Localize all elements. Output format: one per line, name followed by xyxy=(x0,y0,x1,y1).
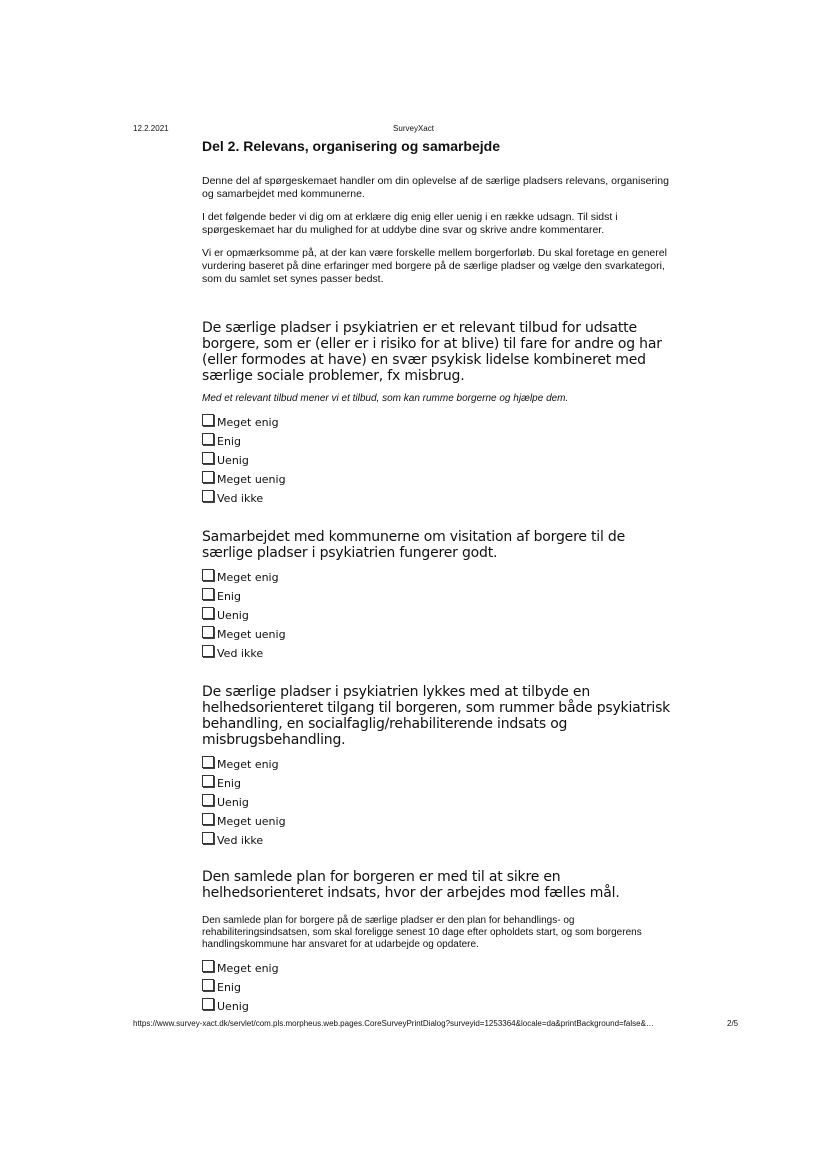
checkbox[interactable] xyxy=(202,998,214,1010)
question-text: De særlige pladser i psykiatrien lykkes med at tilbyde en helhedsorienteret tilgang til borgeren, som rummer både psykiatrisk behandling, en socialfaglig/rehabiliterende indsats og misbrugsbehandling. xyxy=(202,684,671,748)
checkbox[interactable] xyxy=(202,452,214,464)
option-label: Uenig xyxy=(217,454,249,467)
option-ved-ikke[interactable] xyxy=(202,828,672,847)
option-label: Meget enig xyxy=(217,962,279,975)
option-label: Enig xyxy=(217,435,241,448)
option-uenig[interactable] xyxy=(202,448,672,467)
option-enig[interactable] xyxy=(202,584,672,603)
option-meget-uenig[interactable] xyxy=(202,622,672,641)
option-label: Ved ikke xyxy=(217,834,264,847)
question-2 xyxy=(202,529,672,660)
option-meget-enig[interactable] xyxy=(202,956,672,975)
checkbox[interactable] xyxy=(202,490,214,502)
option-label: Meget uenig xyxy=(217,628,286,641)
option-meget-enig[interactable] xyxy=(202,752,672,771)
checkbox[interactable] xyxy=(202,607,214,619)
option-label: Meget uenig xyxy=(217,473,286,486)
question-note: Med et relevant tilbud mener vi et tilbud, som kan rumme borgerne og hjælpe dem. xyxy=(202,393,569,404)
intro-paragraph: Denne del af spørgeskemaet handler om din oplevelse af de særlige pladsers relevans, organisering og samarbejdet med kommunerne. xyxy=(202,175,669,200)
option-enig[interactable] xyxy=(202,975,672,994)
option-enig[interactable] xyxy=(202,429,672,448)
option-label: Meget enig xyxy=(217,758,279,771)
option-label: Ved ikke xyxy=(217,492,264,505)
checkbox[interactable] xyxy=(202,775,214,787)
section-intro xyxy=(202,175,672,286)
print-footer-url: https://www.survey-xact.dk/servlet/com.pls.morpheus.web.pages.CoreSurveyPrintDialog?surveyid=1253364&locale=da&printBackground=false&… xyxy=(133,1019,654,1028)
checkbox[interactable] xyxy=(202,960,214,972)
section-title: Del 2. Relevans, organisering og samarbejde xyxy=(202,138,500,154)
checkbox[interactable] xyxy=(202,414,214,426)
option-meget-uenig[interactable] xyxy=(202,809,672,828)
option-meget-uenig[interactable] xyxy=(202,467,672,486)
checkbox[interactable] xyxy=(202,588,214,600)
option-label: Meget uenig xyxy=(217,815,286,828)
option-label: Uenig xyxy=(217,609,249,622)
option-meget-enig[interactable] xyxy=(202,565,672,584)
checkbox[interactable] xyxy=(202,433,214,445)
question-text: De særlige pladser i psykiatrien er et relevant tilbud for udsatte borgere, som er (eller er i risiko for at blive) til fare for andre og har (eller formodes at have) en svær psykisk lidelse kombineret med særlige sociale problemer, fx misbrug. xyxy=(202,320,662,384)
option-uenig[interactable] xyxy=(202,603,672,622)
checkbox[interactable] xyxy=(202,569,214,581)
option-uenig[interactable] xyxy=(202,994,672,1013)
option-label: Enig xyxy=(217,590,241,603)
question-3 xyxy=(202,684,672,847)
question-text: Den samlede plan for borgeren er med til at sikre en helhedsorienteret indsats, hvor der arbejdes mod fælles mål. xyxy=(202,869,620,901)
option-label: Enig xyxy=(217,777,241,790)
option-enig[interactable] xyxy=(202,771,672,790)
option-meget-enig[interactable] xyxy=(202,410,672,429)
option-label: Meget enig xyxy=(217,416,279,429)
page-number: 2/5 xyxy=(727,1019,739,1028)
print-header-title: SurveyXact xyxy=(393,124,434,133)
checkbox[interactable] xyxy=(202,471,214,483)
survey-page xyxy=(202,138,672,1013)
option-uenig[interactable] xyxy=(202,790,672,809)
option-label: Meget enig xyxy=(217,571,279,584)
intro-paragraph: I det følgende beder vi dig om at erklære dig enig eller uenig i en række udsagn. Til sidst i spørgeskemaet har du mulighed for at uddybe dine svar og skrive andre kommentarer. xyxy=(202,211,618,236)
question-4 xyxy=(202,869,672,1013)
option-label: Ved ikke xyxy=(217,647,264,660)
question-1 xyxy=(202,320,672,505)
question-note: Den samlede plan for borgere på de særlige pladser er den plan for behandlings- og rehabiliteringsindsatsen, som skal foreligge senest 10 dage efter opholdets start, og som borgerens handlingskommune har ansvaret for at udarbejde og opdatere. xyxy=(202,915,642,950)
question-text: Samarbejdet med kommunerne om visitation af borgere til de særlige pladser i psykiatrien fungerer godt. xyxy=(202,529,626,561)
checkbox[interactable] xyxy=(202,794,214,806)
checkbox[interactable] xyxy=(202,756,214,768)
option-label: Enig xyxy=(217,981,241,994)
intro-paragraph: Vi er opmærksomme på, at der kan være forskelle mellem borgerforløb. Du skal foretage en generel vurdering baseret på dine erfaringer med borgere på de særlige pladser og vælge den svarkategori, som du samlet set synes passer bedst. xyxy=(202,247,667,285)
print-date: 12.2.2021 xyxy=(133,124,169,133)
checkbox[interactable] xyxy=(202,979,214,991)
option-label: Uenig xyxy=(217,796,249,809)
option-ved-ikke[interactable] xyxy=(202,641,672,660)
checkbox[interactable] xyxy=(202,626,214,638)
option-ved-ikke[interactable] xyxy=(202,486,672,505)
checkbox[interactable] xyxy=(202,813,214,825)
checkbox[interactable] xyxy=(202,832,214,844)
option-label: Uenig xyxy=(217,1000,249,1013)
checkbox[interactable] xyxy=(202,645,214,657)
